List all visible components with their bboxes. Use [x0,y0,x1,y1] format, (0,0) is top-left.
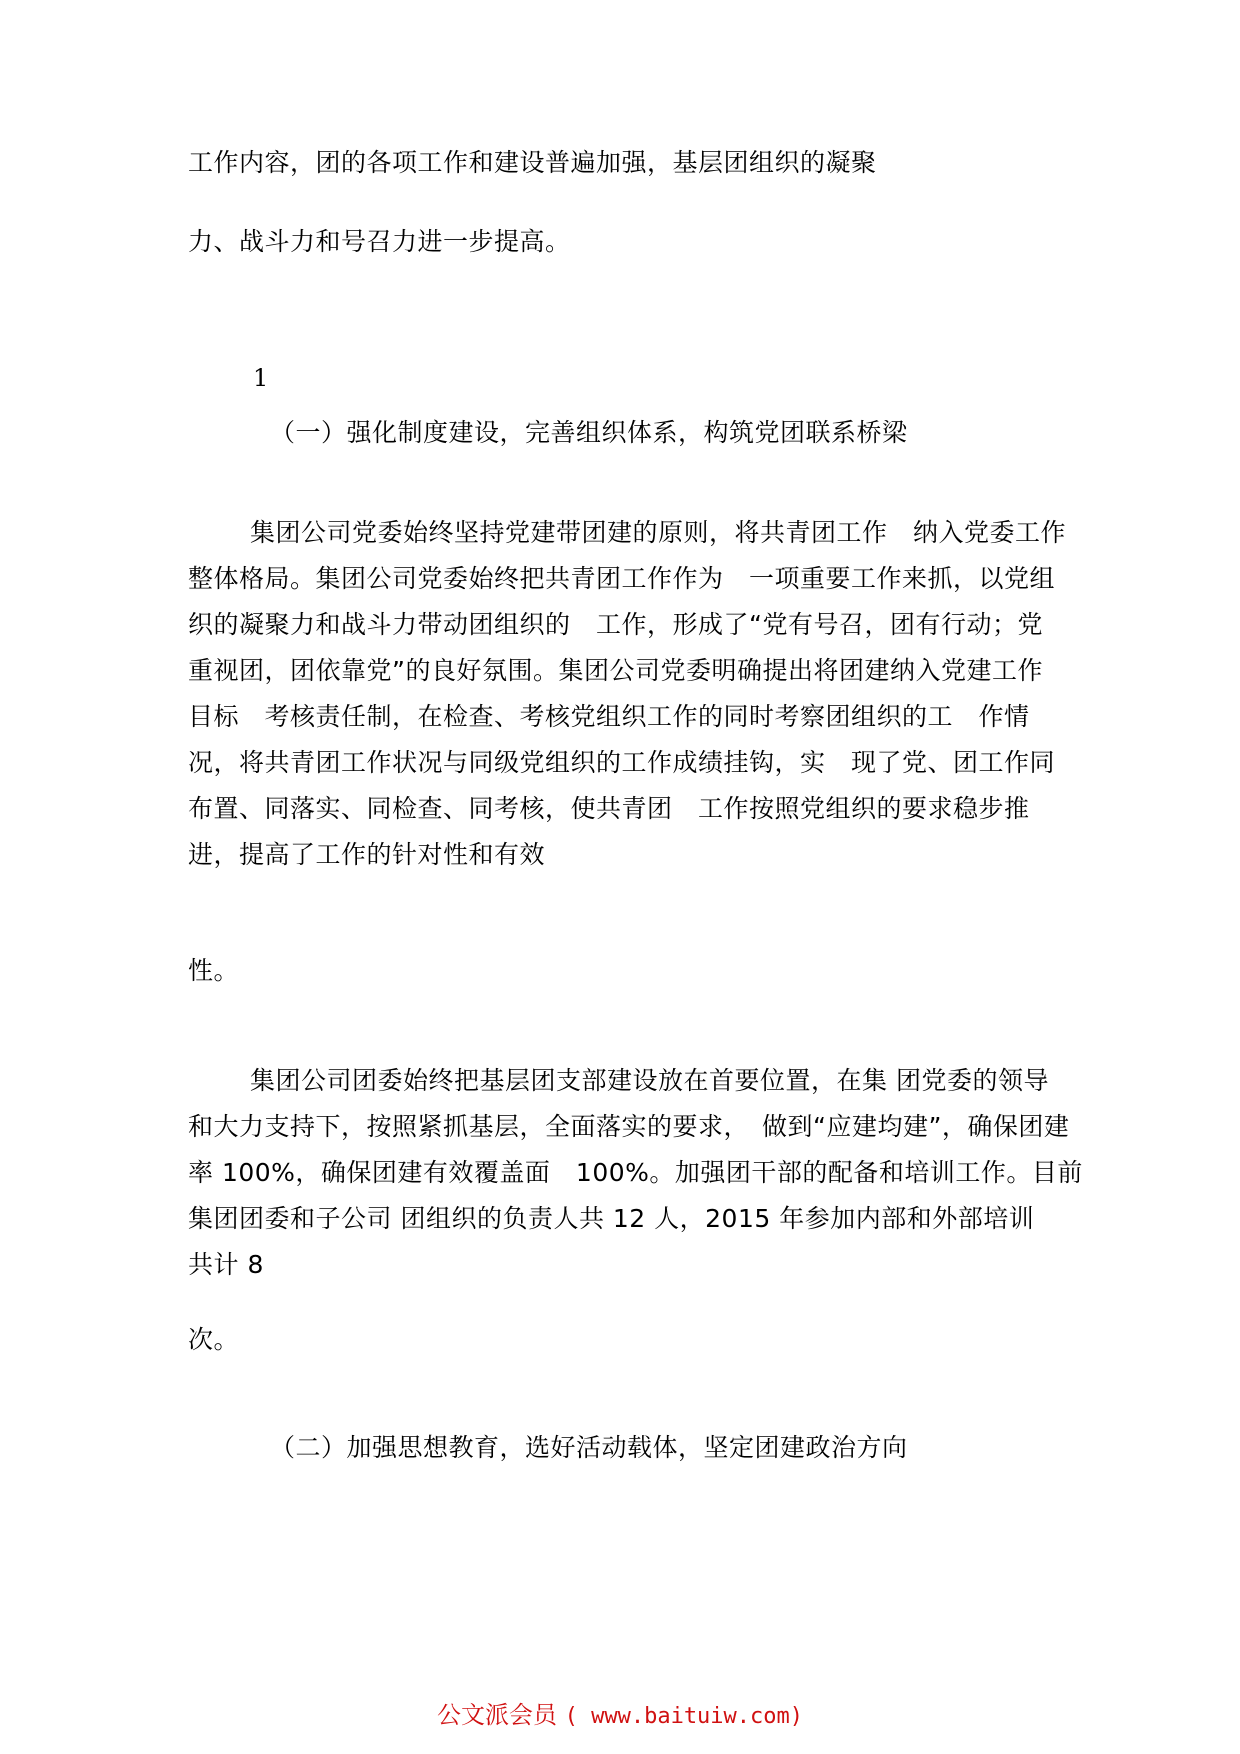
paragraph-line: 目标 考核责任制，在检查、考核党组织工作的同时考察团组织的工 作情 [188,702,1030,731]
body-text-line: 工作内容，团的各项工作和建设普遍加强，基层团组织的凝聚 [188,148,877,177]
paragraph-line: 和大力支持下，按照紧抓基层，全面落实的要求， 做到“应建均建”，确保团建 [188,1112,1070,1141]
page-number: 1 [253,364,269,392]
paragraph-1 [188,510,1068,878]
paragraph-line: 集团公司党委始终坚持党建带团建的原则，将共青团工作 纳入党委工作 [250,518,1067,547]
paragraph-line: 集团公司团委始终把基层团支部建设放在首要位置，在集 团党委的领导 [250,1066,1049,1095]
footer-url[interactable]: ( www.baituiw.com) [564,1704,804,1729]
paragraph-line: 织的凝聚力和战斗力带动团组织的 工作，形成了“党有号召，团有行动；党 [188,610,1043,639]
paragraph-line: 整体格局。集团公司党委始终把共青团工作作为 一项重要工作来抓，以党组 [188,564,1056,593]
section-heading-1: （一）强化制度建设，完善组织体系，构筑党团联系桥梁 [270,418,908,447]
paragraph-tail: 次。 [188,1325,240,1354]
footer-watermark [0,1700,1240,1732]
paragraph-line: 重视团，团依靠党”的良好氛围。集团公司党委明确提出将团建纳入党建工作 [188,656,1043,685]
body-text-line: 力、战斗力和号召力进一步提高。 [188,227,571,256]
paragraph-line: 布置、同落实、同检查、同考核，使共青团 工作按照党组织的要求稳步推 [188,794,1030,823]
paragraph-tail: 性。 [188,956,240,985]
paragraph-2 [188,1058,1083,1288]
paragraph-line: 况，将共青团工作状况与同级党组织的工作成绩挂钩，实 现了党、团工作同 [188,748,1056,777]
paragraph-line: 共计 8 [188,1250,264,1279]
paragraph-line: 进，提高了工作的针对性和有效 [188,840,546,869]
paragraph-line: 率 100%，确保团建有效覆盖面 100%。加强团干部的配备和培训工作。目前 [188,1158,1083,1187]
paragraph-line: 集团团委和子公司 团组织的负责人共 12 人，2015 年参加内部和外部培训 [188,1204,1035,1233]
section-heading-2: （二）加强思想教育，选好活动载体，坚定团建政治方向 [270,1433,908,1462]
footer-brand: 公文派会员 [436,1701,557,1729]
